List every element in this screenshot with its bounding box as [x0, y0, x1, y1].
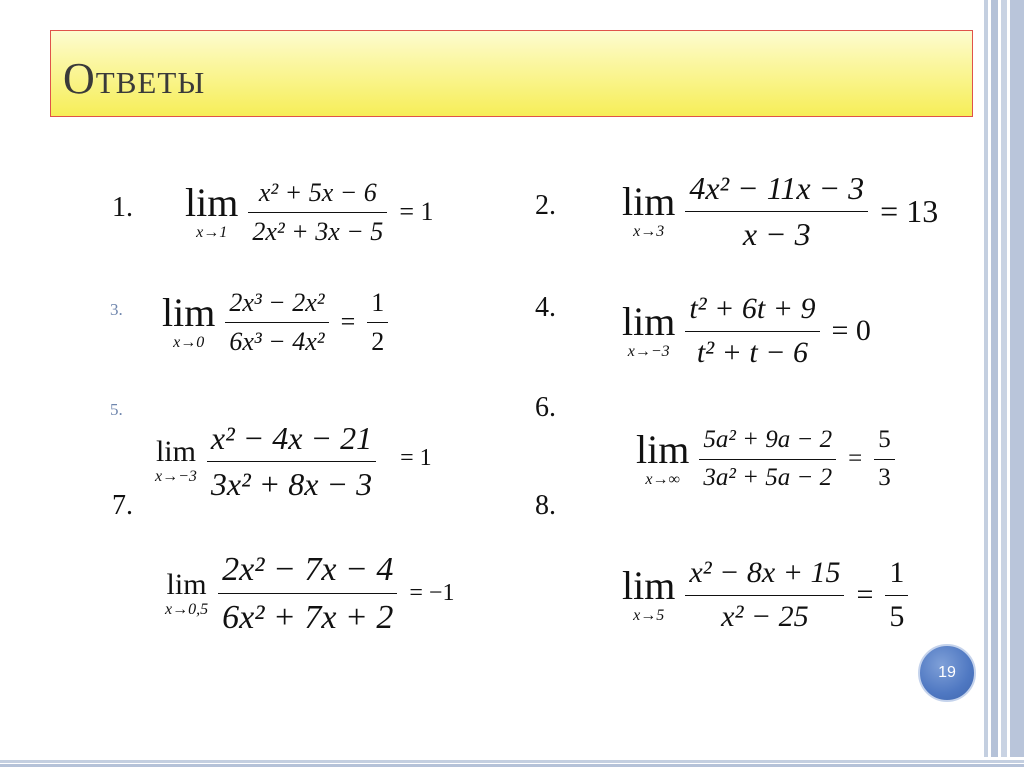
- fraction: [685, 170, 868, 253]
- decorative-side-stripes: [978, 0, 1024, 767]
- fraction-bar: [874, 459, 895, 460]
- denominator: x − 3: [742, 215, 811, 252]
- numerator: 2x² − 7x − 4: [222, 551, 394, 588]
- fraction-bar: [685, 211, 868, 212]
- numerator: t² + 6t + 9: [689, 292, 816, 325]
- limit-subscript: x→−3: [627, 343, 670, 360]
- fraction-bar: [885, 595, 908, 596]
- limit-subscript: x→0: [173, 334, 205, 352]
- numerator: 5a² + 9a − 2: [703, 426, 833, 453]
- limit-5: [155, 420, 438, 503]
- limit-3: lim x→0 $\frac{\text{2x³ − 2x²}}{\text{6x³ − 4x²}}$ = $\frac{1}{2}$: [162, 288, 394, 357]
- fraction: [685, 556, 844, 634]
- item-label-6: 6.: [535, 392, 556, 423]
- item-label-8: 8.: [535, 490, 556, 521]
- limit-6: lim x→∞ $\frac{\text{5a² + 9a − 2}}{\text{3a² + 5a − 2}}$ = $\frac{5}{3}$: [636, 426, 901, 493]
- fraction-bar: [367, 322, 388, 323]
- limit-subscript: x→−3: [155, 468, 197, 486]
- limit-4: [622, 292, 877, 370]
- fraction-bar: [207, 461, 376, 462]
- denominator: 3x² + 8x − 3: [210, 465, 373, 502]
- result-numerator: 1: [371, 288, 385, 317]
- limit-1: [185, 178, 439, 247]
- denominator: x² − 25: [721, 599, 809, 633]
- item-label-2: 2.: [535, 190, 556, 221]
- limit-operator: lim x→−3: [155, 435, 197, 486]
- denominator: 2x² + 3x − 5: [252, 216, 384, 246]
- page-number-badge: 19: [918, 644, 976, 702]
- fraction: [225, 288, 328, 357]
- fraction: [699, 426, 836, 493]
- numerator: 2x³ − 2x²: [229, 288, 325, 317]
- limit-subscript: x→5: [633, 607, 665, 624]
- numerator: 4x² − 11x − 3: [689, 170, 865, 206]
- result: = 13: [880, 192, 939, 229]
- denominator: 3a² + 5a − 2: [703, 463, 833, 491]
- result-denominator: 2: [371, 326, 385, 356]
- limit-subscript: x→∞: [645, 471, 680, 489]
- denominator: 6x³ − 4x²: [229, 326, 325, 356]
- result: = −1: [409, 580, 455, 607]
- limit-operator: lim x→3: [622, 179, 676, 241]
- item-label-7: 7.: [112, 490, 133, 521]
- result-fraction: [874, 426, 895, 493]
- fraction: [248, 178, 387, 247]
- limit-subscript: x→1: [196, 224, 228, 242]
- limit-8: lim x→5 $\frac{\text{x² − 8x + 15}}{\text{x² − 25}}$ = $\frac{1}{5}$: [622, 556, 914, 634]
- item-label-1: 1.: [112, 192, 133, 223]
- numerator: x² − 4x − 21: [210, 420, 373, 456]
- result-fraction: [367, 288, 388, 357]
- numerator: x² − 8x + 15: [689, 556, 841, 589]
- denominator: 6x² + 7x + 2: [222, 599, 394, 637]
- slide-title: Ответы: [63, 54, 206, 103]
- limit-operator: lim x→5: [622, 563, 676, 624]
- limit-2: [622, 170, 944, 253]
- decorative-bottom-band: [0, 757, 1024, 767]
- fraction-bar: [225, 322, 328, 323]
- item-label-4: 4.: [535, 292, 556, 323]
- limit-operator: lim x→0,5: [165, 567, 209, 618]
- fraction-bar: [685, 595, 844, 596]
- result-denominator: 5: [889, 599, 905, 633]
- limit-subscript: x→0,5: [165, 600, 209, 618]
- limit-operator: lim x→∞: [636, 427, 690, 489]
- result-denominator: 3: [878, 463, 891, 491]
- fraction: [685, 292, 819, 370]
- result: = 1: [399, 197, 434, 227]
- result: = 0: [831, 314, 871, 347]
- denominator: t² + t − 6: [696, 335, 808, 369]
- limit-7: [165, 550, 460, 637]
- fraction: [207, 420, 376, 503]
- fraction: [218, 550, 397, 637]
- result-numerator: 1: [889, 556, 905, 589]
- numerator: x² + 5x − 6: [258, 178, 377, 207]
- fraction-bar: [685, 331, 819, 332]
- fraction-bar: [218, 593, 397, 594]
- result-numerator: 5: [878, 426, 891, 453]
- limit-operator: lim x→−3: [622, 299, 676, 360]
- item-label-5: 5.: [110, 400, 123, 419]
- limit-subscript: x→3: [633, 223, 665, 241]
- limit-operator: lim x→1: [185, 180, 239, 242]
- result: = 1: [400, 444, 432, 471]
- fraction-bar: [699, 459, 836, 460]
- title-banner: [50, 30, 973, 117]
- result-fraction: [885, 556, 908, 634]
- item-label-3: 3.: [110, 300, 123, 319]
- fraction-bar: [248, 212, 387, 213]
- limit-operator: lim x→0: [162, 290, 216, 352]
